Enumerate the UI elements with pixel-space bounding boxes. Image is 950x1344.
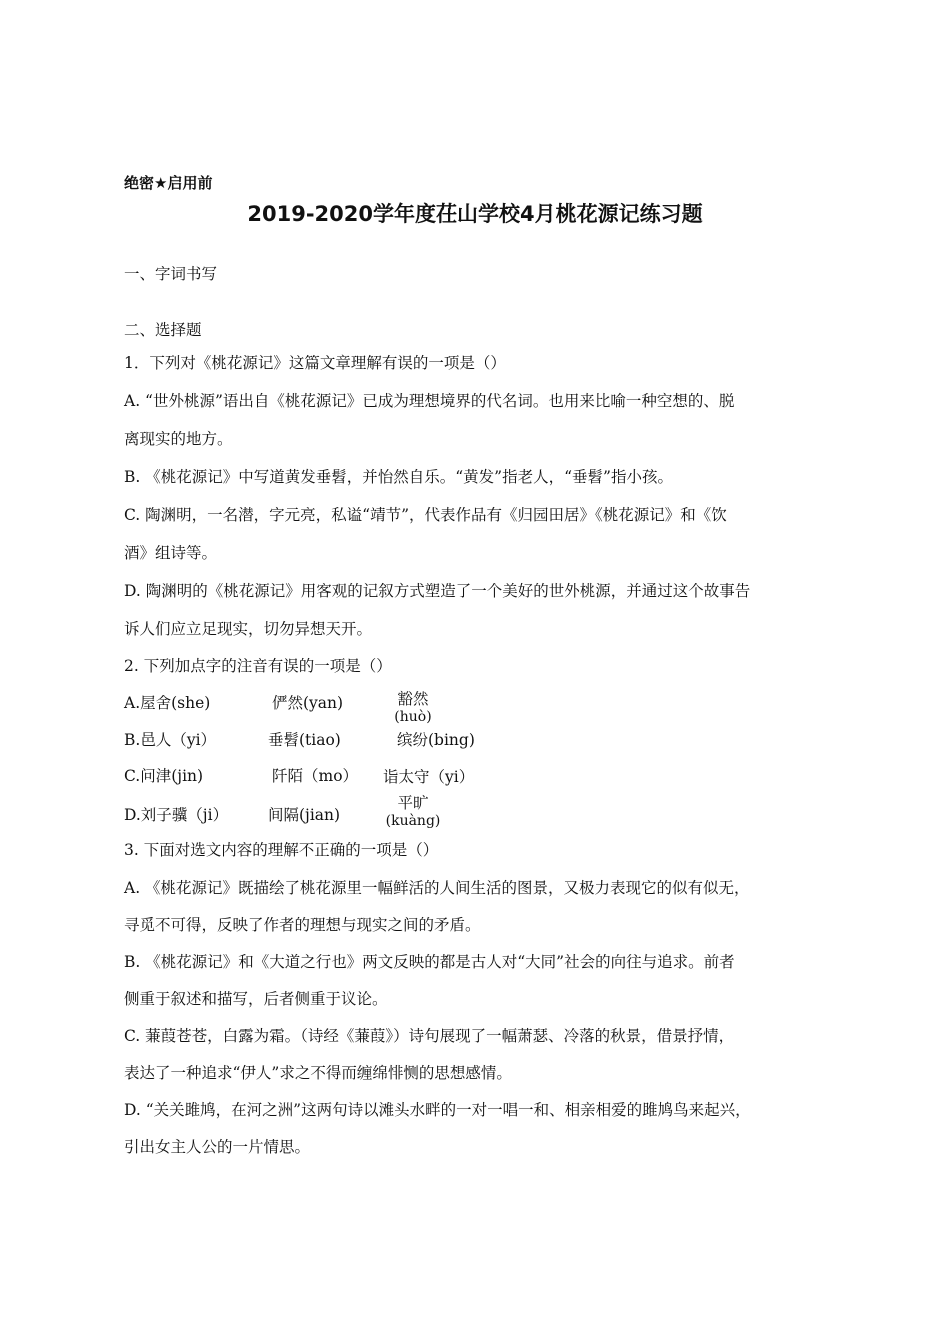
- question-3-option-a: A. 《桃花源记》既描绘了桃花源里一幅鲜活的人间生活的图景，又极力表现它的似有似无，: [124, 879, 750, 897]
- question-3-option-d-cont: 引出女主人公的一片情思。: [124, 1138, 311, 1156]
- question-1-option-c: C. 陶渊明，一名潜，字元亮，私谥“靖节”，代表作品有《归园田居》《桃花源记》和《饮: [124, 506, 727, 524]
- option-a-col3: [383, 690, 443, 725]
- section-heading-one: 一、字词书写: [124, 265, 218, 283]
- option-d-col3: [383, 794, 443, 829]
- section-heading-two: 二、选择题: [124, 321, 202, 339]
- question-3-option-b-cont: 侧重于叙述和描写，后者侧重于议论。: [124, 990, 388, 1008]
- option-a-col1: A.屋舍(she): [124, 694, 211, 712]
- option-a-col2: 俨然(yan): [272, 694, 344, 712]
- question-1-stem: 1．下列对《桃花源记》这篇文章理解有误的一项是（）: [124, 354, 506, 372]
- question-3-option-a-cont: 寻觅不可得，反映了作者的理想与现实之间的矛盾。: [124, 916, 481, 934]
- question-1-option-a: A. “世外桃源”语出自《桃花源记》已成为理想境界的代名词。也用来比喻一种空想的、脱: [124, 392, 735, 410]
- option-c-col3: 诣太守（yi）: [383, 768, 475, 786]
- question-3-stem: 3. 下面对选文内容的理解不正确的一项是（）: [124, 841, 439, 859]
- option-d-col3-pinyin: (kuàng): [385, 813, 441, 829]
- question-1-option-d: D. 陶渊明的《桃花源记》用客观的记叙方式塑造了一个美好的世外桃源，并通过这个故事告: [124, 582, 751, 600]
- question-3-option-b: B. 《桃花源记》和《大道之行也》两文反映的都是古人对“大同”社会的向往与追求。前者: [124, 953, 735, 971]
- question-1-option-c-cont: 酒》组诗等。: [124, 544, 218, 562]
- option-c-col1: C.问津(jin): [124, 767, 204, 785]
- question-3-option-d: D. “关关雎鸠，在河之洲”这两句诗以滩头水畔的一对一唱一和、相亲相爱的雎鸠鸟来起兴，: [124, 1101, 751, 1119]
- secret-mark: 绝密★启用前: [124, 174, 213, 192]
- question-2-stem: 2. 下列加点字的注音有误的一项是（）: [124, 657, 392, 675]
- option-d-col1: D.刘子骥（ji）: [124, 806, 229, 824]
- option-a-col3-word: 豁然: [397, 690, 429, 708]
- option-d-col3-word: 平旷: [397, 794, 429, 812]
- option-b-col1: B.邑人（yi）: [124, 731, 217, 749]
- question-1-option-a-cont: 离现实的地方。: [124, 430, 233, 448]
- question-1-option-d-cont: 诉人们应立足现实，切勿异想天开。: [124, 620, 373, 638]
- option-d-col2: 间隔(jian): [268, 806, 341, 824]
- option-a-col3-pinyin: (huò): [394, 709, 432, 725]
- option-b-col2: 垂髫(tiao): [268, 731, 341, 749]
- option-c-col2: 阡陌（mo）: [272, 767, 359, 785]
- question-1-option-b: B. 《桃花源记》中写道黄发垂髫，并怡然自乐。“黄发”指老人，“垂髫”指小孩。: [124, 468, 673, 486]
- option-b-col3: 缤纷(bing): [397, 731, 475, 749]
- page-title: 2019-2020学年度茌山学校4月桃花源记练习题: [247, 202, 703, 226]
- question-3-option-c-cont: 表达了一种追求“伊人”求之不得而缠绵悱恻的思想感情。: [124, 1064, 512, 1082]
- question-3-option-c: C. 蒹葭苍苍，白露为霜。（诗经《蒹葭》）诗句展现了一幅萧瑟、冷落的秋景，借景抒情，: [124, 1027, 735, 1045]
